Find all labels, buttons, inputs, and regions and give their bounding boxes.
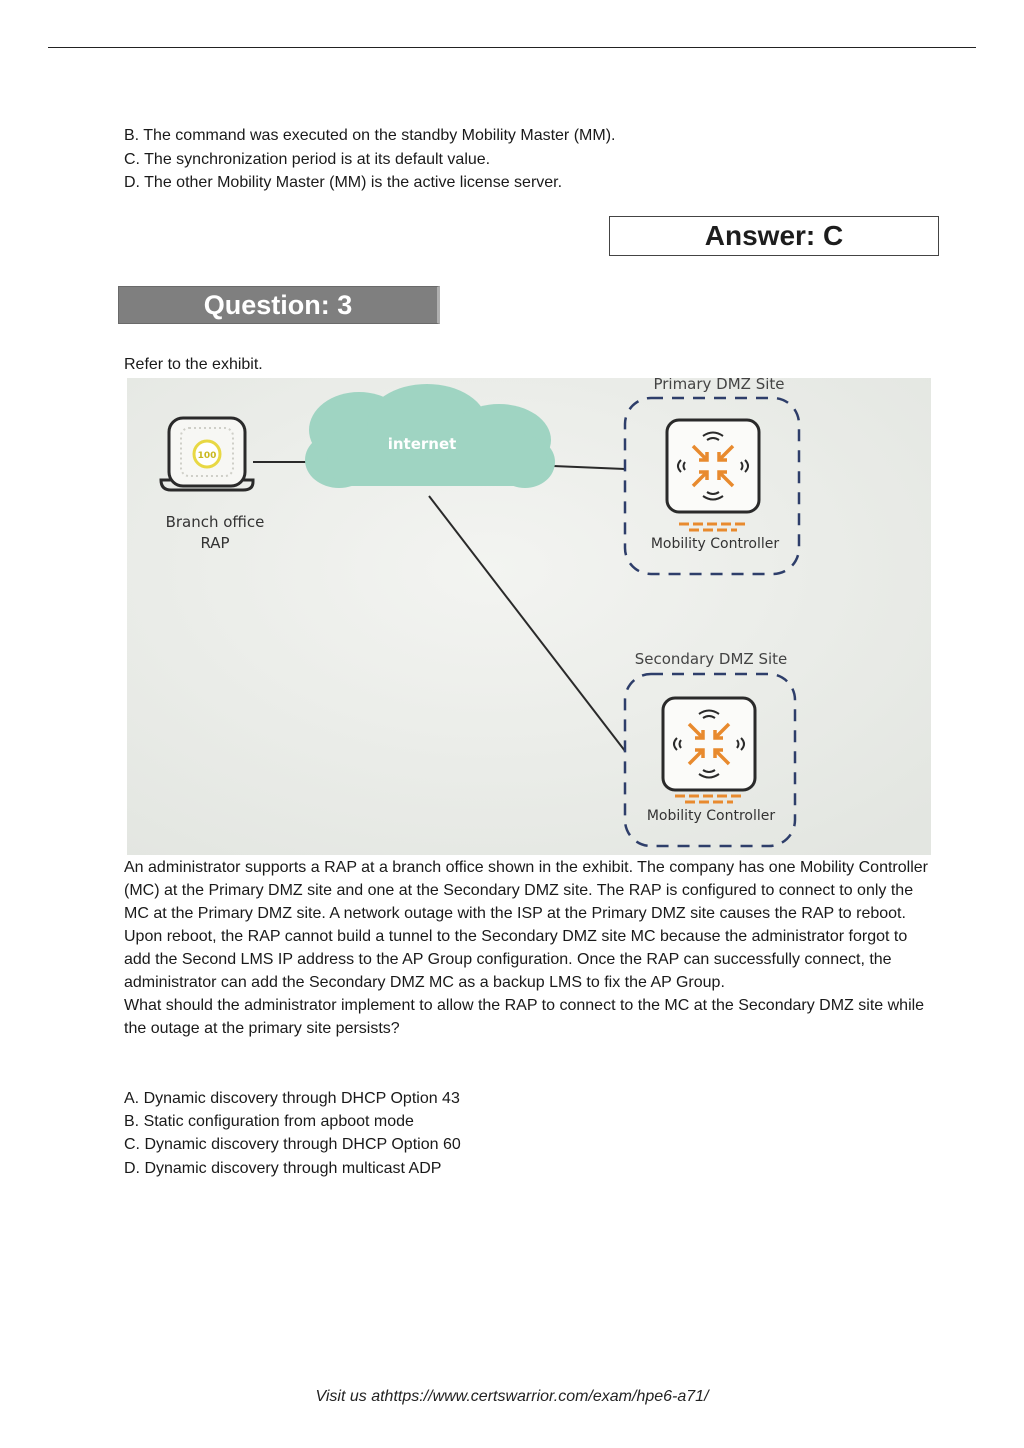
option-b: B. The command was executed on the standby Mobility Master (MM). bbox=[124, 127, 616, 144]
secondary-controller-icon bbox=[663, 698, 755, 802]
exhibit-diagram bbox=[127, 378, 931, 855]
secondary-site-label: Secondary DMZ Site bbox=[634, 650, 788, 668]
rap-label-line2: RAP bbox=[200, 534, 230, 552]
rap-label-line1: Branch office bbox=[165, 513, 265, 531]
cloud-label: internet bbox=[387, 435, 457, 453]
refer-text: Refer to the exhibit. bbox=[124, 356, 263, 373]
answer-options bbox=[124, 1087, 461, 1180]
option-d: D. The other Mobility Master (MM) is the active license server. bbox=[124, 174, 563, 191]
secondary-controller-label: Mobility Controller bbox=[646, 808, 776, 824]
option-c: C. The synchronization period is at its default value. bbox=[124, 150, 491, 168]
option-b: B. Static configuration from apboot mode bbox=[124, 1113, 414, 1131]
option-d: D. Dynamic discovery through multicast ADP bbox=[124, 1159, 442, 1177]
scenario-paragraph: An administrator supports a RAP at a branch office shown in the exhibit. The company has one Mobility Controller (MC) at the Primary DMZ site and one at the Secondary DMZ site. The RAP is configured to connect to only the MC at the Primary DMZ site. A network outage with the ISP at the Primary DMZ site causes the RAP to reboot. Upon reboot, the RAP cannot build a tunnel to the Secondary DMZ site MC because the administrator forgot to add the Second LMS IP address to the AP Group configuration. Once the RAP can successfully connect, the administrator can add the Secondary DMZ MC as a backup LMS to fix the AP Group. bbox=[124, 859, 928, 991]
question-prompt: What should the administrator implement to allow the RAP to connect to the MC at the Secondary DMZ site while the outage at the primary site persists? bbox=[124, 997, 925, 1037]
option-a: A. Dynamic discovery through DHCP Option 43 bbox=[124, 1090, 460, 1107]
answer-box: Answer: C bbox=[609, 216, 939, 256]
option-c: C. Dynamic discovery through DHCP Option 60 bbox=[124, 1136, 461, 1154]
primary-controller-label: Mobility Controller bbox=[650, 536, 780, 552]
primary-site-label: Primary DMZ Site bbox=[653, 378, 785, 393]
footer-link[interactable]: Visit us athttps://www.certswarrior.com/exam/hpe6-a71/ bbox=[315, 1388, 709, 1405]
rap-badge: 100 bbox=[197, 451, 217, 461]
previous-question-options bbox=[124, 124, 615, 195]
primary-controller-icon bbox=[667, 420, 759, 530]
question-body bbox=[124, 856, 930, 1040]
question-banner: Question: 3 bbox=[118, 286, 440, 324]
header-rule bbox=[48, 47, 976, 48]
